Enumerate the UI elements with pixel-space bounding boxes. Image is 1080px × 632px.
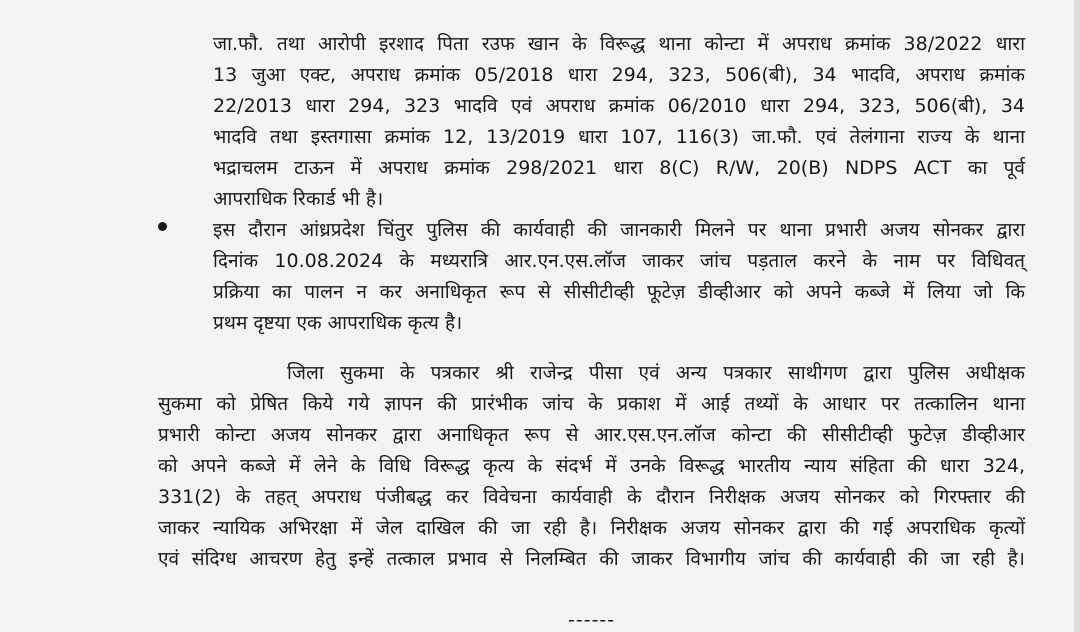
page-edge <box>1074 0 1080 632</box>
text-line: दिनांक 10.08.2024 के मध्यरात्रि आर.एन.एस.लॉज जाकर जांच पड़ताल करने के नाम पर विधिवत् <box>213 250 1025 272</box>
text-line: प्रभारी कोन्टा अजय सोनकर द्वारा अनाधिकृत रूप से आर.एस.एन.लॉज कोन्टा की सीसीटीव्ही फुटेज़ डीव्हीआर <box>158 424 1025 446</box>
text-line: भद्राचलम टाऊन में अपराध क्रमांक 298/2021 धारा 8(C) R/W, 20(B) NDPS ACT का पूर्व <box>213 157 1025 179</box>
text-line: सुकमा को प्रेषित किये गये ज्ञापन की प्रारंभीक जांच के प्रकाश में आई तथ्यों के आधार पर तत्कालिन थाना <box>158 393 1025 415</box>
text-line: प्रथम दृष्टया एक आपराधिक कृत्य है। <box>213 312 463 334</box>
text-line: 331(2) के तहत् अपराध पंजीबद्ध कर विवेचना कार्यवाही के दौरान निरीक्षक अजय सोनकर को गिरफ्तार की <box>158 486 1025 508</box>
bullet-dot-icon <box>158 222 167 231</box>
text-line: जाकर न्यायिक अभिरक्षा में जेल दाखिल की जा रही है। निरीक्षक अजय सोनकर द्वारा की गई अपराधिक कृत्यों <box>158 517 1025 539</box>
text-line: आपराधिक रिकार्ड भी है। <box>213 188 384 210</box>
end-mark: ------ <box>568 609 616 631</box>
text-line: 22/2013 धारा 294, 323 भादवि एवं अपराध क्रमांक 06/2010 धारा 294, 323, 506(बी), 34 <box>213 95 1025 117</box>
text-line: जा.फौ. तथा आरोपी इरशाद पिता रउफ खान के विरूद्ध थाना कोन्टा में अपराध क्रमांक 38/2022 धारा <box>213 33 1025 55</box>
text-line: एवं संदिग्ध आचरण हेतु इन्हें तत्काल प्रभाव से निलम्बित की जाकर विभागीय जांच की कार्यवाही की जा रही है। <box>158 548 1025 570</box>
text-line: को अपने कब्जे में लेने के विधि विरूद्ध कृत्य के संदर्भ में उनके विरूद्ध भारतीय न्याय संहिता की धारा 324, <box>158 455 1025 477</box>
text-line: इस दौरान आंध्रप्रदेश चिंतुर पुलिस की कार्यवाही की जानकारी मिलने पर थाना प्रभारी अजय सोनकर द्वारा <box>213 219 1025 241</box>
text-line: भादवि तथा इस्तगासा क्रमांक 12, 13/2019 धारा 107, 116(3) जा.फौ. एवं तेलंगाना राज्य के थाना <box>213 126 1025 148</box>
text-line: जिला सुकमा के पत्रकार श्री राजेन्द्र पीसा एवं अन्य पत्रकार साथीगण द्वारा पुलिस अधीक्षक <box>287 362 1025 384</box>
text-line: 13 जुआ एक्ट, अपराध क्रमांक 05/2018 धारा 294, 323, 506(बी), 34 भादवि, अपराध क्रमांक <box>213 64 1025 86</box>
text-line: प्रक्रिया का पालन न कर अनाधिकृत रूप से सीसीटीव्ही फूटेज़ डीव्हीआर को अपने कब्जे में लिया जो कि <box>213 281 1025 303</box>
